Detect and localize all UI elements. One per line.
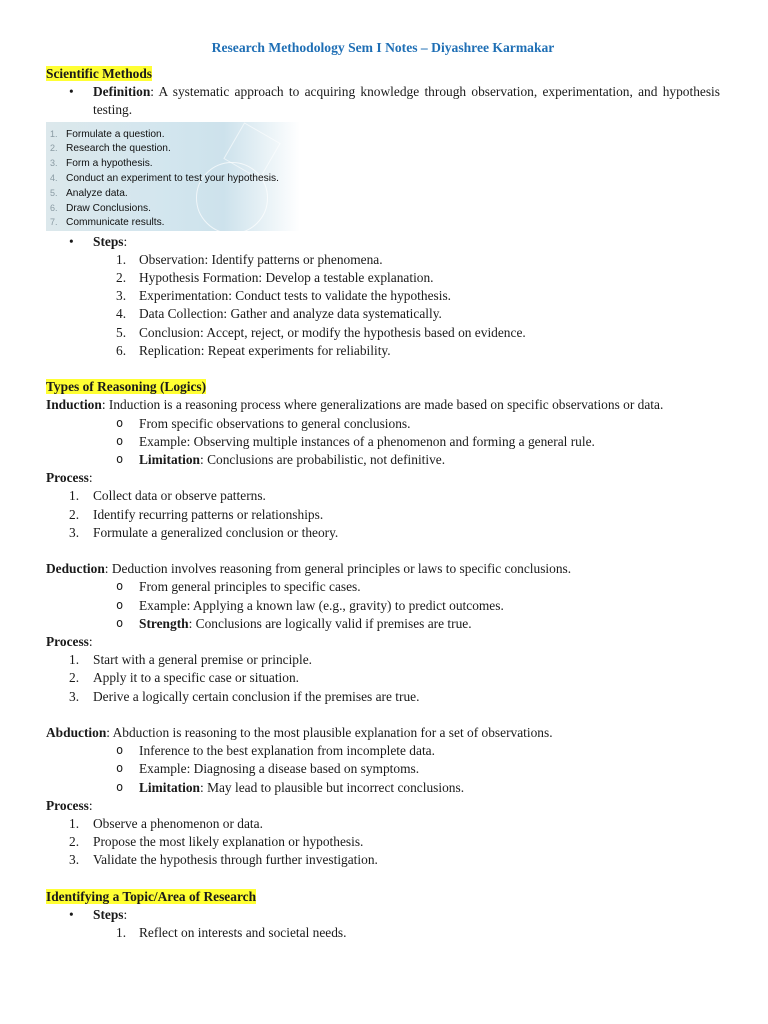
- list-text: Apply it to a specific case or situation.: [93, 670, 300, 686]
- list-number: 3.: [69, 852, 80, 868]
- list-number: 1.: [69, 816, 80, 832]
- image-step-item: [50, 186, 300, 201]
- list-text: Validate the hypothesis through further investigation.: [93, 852, 378, 868]
- abduction-process-list: [46, 815, 720, 870]
- image-step-item: [50, 156, 300, 171]
- list-text: Hypothesis Formation: Develop a testable explanation.: [139, 270, 434, 286]
- image-step-number: 1.: [50, 128, 58, 139]
- induction-point: o Example: Observing multiple instances of a phenomenon and forming a general rule.: [46, 433, 720, 451]
- list-text: Formulate a generalized conclusion or theory.: [93, 524, 339, 540]
- topic-steps-bullet: • Steps:: [46, 906, 720, 924]
- list-text: Replication: Repeat experiments for reliability.: [139, 342, 391, 358]
- scientific-step-item: [46, 287, 720, 305]
- image-step-item: [50, 171, 300, 186]
- list-text: Derive a logically certain conclusion if the premises are true.: [93, 688, 420, 704]
- image-step-text: Analyze data.: [66, 187, 128, 199]
- process-label: Process:: [46, 634, 93, 650]
- image-step-text: Form a hypothesis.: [66, 158, 153, 170]
- image-step-number: 5.: [50, 187, 58, 198]
- image-step-text: Communicate results.: [66, 217, 165, 229]
- abduction-note: o Limitation: May lead to plausible but incorrect conclusions.: [46, 779, 720, 797]
- abduction-point: o Inference to the best explanation from incomplete data.: [46, 742, 720, 760]
- process-step-item: [46, 688, 720, 706]
- scientific-step-item: [46, 305, 720, 323]
- list-number: 1.: [69, 488, 80, 504]
- abduction-paragraph: Abduction: Abduction is reasoning to the most plausible explanation for a set of observations.: [46, 725, 553, 741]
- image-step-number: 2.: [50, 143, 58, 154]
- section-heading-reasoning: Types of Reasoning (Logics): [46, 379, 207, 395]
- list-text: Start with a general premise or principle.: [93, 652, 313, 668]
- list-text: Conclusion: Accept, reject, or modify the hypothesis based on evidence.: [139, 324, 526, 340]
- process-step-item: [46, 833, 720, 851]
- deduction-point: o From general principles to specific cases.: [46, 578, 720, 596]
- image-steps-list: [46, 122, 300, 231]
- process-step-item: [46, 815, 720, 833]
- list-text: Identify recurring patterns or relationships.: [93, 506, 324, 522]
- list-text: Collect data or observe patterns.: [93, 488, 266, 504]
- list-text: Observe a phenomenon or data.: [93, 816, 263, 832]
- process-step-item: [46, 851, 720, 869]
- induction-process-list: [46, 487, 720, 542]
- list-text: Data Collection: Gather and analyze data systematically.: [139, 306, 442, 322]
- list-number: 6.: [116, 342, 127, 358]
- image-step-number: 3.: [50, 158, 58, 169]
- list-number: 1.: [116, 925, 127, 941]
- image-step-text: Conduct an experiment to test your hypothesis.: [66, 173, 279, 184]
- list-number: 4.: [116, 306, 127, 322]
- deduction-paragraph: Deduction: Deduction involves reasoning from general principles or laws to specific conclusions.: [46, 561, 572, 577]
- definition-bullet: • Definition: A systematic approach to acquiring knowledge through observation, experimentation, and hypothesis testing.: [46, 83, 720, 119]
- scientific-method-steps-image: [46, 122, 300, 231]
- scientific-step-item: [46, 324, 720, 342]
- image-step-item: [50, 141, 300, 156]
- image-step-item: [50, 201, 300, 216]
- process-step-item: [46, 651, 720, 669]
- list-text: Observation: Identify patterns or phenomena.: [139, 251, 383, 267]
- page-title: Research Methodology Sem I Notes – Diyashree Karmakar: [211, 40, 555, 55]
- section-heading-topic: Identifying a Topic/Area of Research: [46, 888, 257, 904]
- image-step-text: Formulate a question.: [66, 128, 165, 140]
- list-number: 1.: [69, 652, 80, 668]
- list-number: 3.: [69, 688, 80, 704]
- topic-steps-list: [46, 924, 720, 942]
- deduction-process-list: [46, 651, 720, 706]
- section-heading-scientific-methods: Scientific Methods: [46, 66, 152, 81]
- induction-point: o From specific observations to general conclusions.: [46, 415, 720, 433]
- induction-note: o Limitation: Conclusions are probabilistic, not definitive.: [46, 451, 720, 469]
- image-step-number: 6.: [50, 202, 58, 213]
- process-step-item: [46, 669, 720, 687]
- steps-bullet: • Steps:: [46, 233, 720, 251]
- list-text: Reflect on interests and societal needs.: [139, 925, 347, 941]
- image-step-item: [50, 215, 300, 230]
- deduction-note: o Strength: Conclusions are logically valid if premises are true.: [46, 615, 720, 633]
- process-step-item: [46, 487, 720, 505]
- list-number: 2.: [69, 506, 80, 522]
- list-text: Experimentation: Conduct tests to validate the hypothesis.: [139, 288, 452, 304]
- deduction-point: o Example: Applying a known law (e.g., gravity) to predict outcomes.: [46, 597, 720, 615]
- list-number: 2.: [69, 670, 80, 686]
- induction-paragraph: Induction: Induction is a reasoning process where generalizations are made based on specific observations or data.: [46, 397, 664, 413]
- list-number: 2.: [116, 270, 127, 286]
- process-label: Process:: [46, 797, 93, 813]
- list-number: 3.: [69, 524, 80, 540]
- list-number: 1.: [116, 251, 127, 267]
- topic-step-item: [46, 924, 720, 942]
- image-step-item: [50, 127, 300, 142]
- scientific-step-item: [46, 269, 720, 287]
- scientific-step-item: [46, 251, 720, 269]
- abduction-point: o Example: Diagnosing a disease based on symptoms.: [46, 760, 720, 778]
- process-step-item: [46, 524, 720, 542]
- image-step-text: Draw Conclusions.: [66, 202, 151, 214]
- image-step-number: 4.: [50, 173, 58, 183]
- image-step-number: 7.: [50, 217, 58, 228]
- list-number: 2.: [69, 834, 80, 850]
- scientific-step-item: [46, 342, 720, 360]
- image-step-text: Research the question.: [66, 143, 171, 155]
- process-step-item: [46, 506, 720, 524]
- list-number: 3.: [116, 288, 127, 304]
- process-label: Process:: [46, 470, 93, 486]
- scientific-steps-list: [46, 251, 720, 360]
- list-text: Propose the most likely explanation or hypothesis.: [93, 834, 364, 850]
- list-number: 5.: [116, 324, 127, 340]
- document-page: [46, 40, 720, 942]
